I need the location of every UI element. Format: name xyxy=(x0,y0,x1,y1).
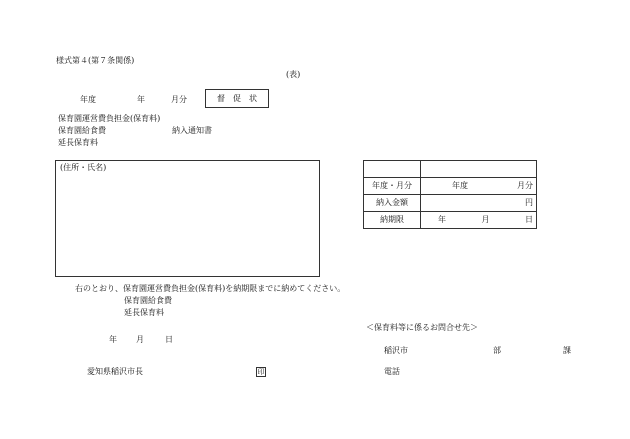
notice-line-1: 右のとおり、保育園運営費負担金(保育料)を納期限までに納めてください。 xyxy=(75,284,346,293)
document-title: 督 促 状 xyxy=(217,94,257,103)
contact-city: 稲沢市 xyxy=(384,346,408,355)
seal-mark: 印 xyxy=(257,368,265,376)
fee-line-3: 延長保育料 xyxy=(58,138,98,147)
title-box xyxy=(205,89,269,108)
date-day: 日 xyxy=(165,335,173,344)
amount-yen: 円 xyxy=(525,198,533,207)
contact-section: 課 xyxy=(563,346,571,355)
due-date-label: 納期限 xyxy=(364,212,421,229)
title-yr: 年 xyxy=(137,95,145,104)
year-month-month: 月分 xyxy=(517,181,533,190)
address-label: (住所・氏名) xyxy=(60,163,107,172)
address-box xyxy=(55,160,320,277)
year-month-year: 年度 xyxy=(452,181,468,190)
info-table xyxy=(363,160,537,229)
contact-phone: 電話 xyxy=(384,367,400,376)
due-year: 年 xyxy=(438,215,446,224)
table-row xyxy=(364,212,537,229)
year-month-label: 年度・月分 xyxy=(364,178,421,195)
due-month: 月 xyxy=(481,215,490,224)
table-row xyxy=(364,161,537,178)
table-row xyxy=(364,178,537,195)
amount-label: 納入金額 xyxy=(364,195,421,212)
contact-heading: ＜保育料等に係るお問合せ先＞ xyxy=(366,323,478,332)
form-number: 様式第４(第７条関係) xyxy=(56,56,135,65)
side-label: (表) xyxy=(286,70,301,79)
table-row xyxy=(364,195,537,212)
fee-line-1: 保育園運営費負担金(保育料) xyxy=(58,114,161,123)
due-day: 日 xyxy=(525,215,533,224)
issuer-name: 愛知県稲沢市長 xyxy=(87,367,143,376)
contact-dept: 部 xyxy=(493,346,501,355)
notice-of-payment: 納入通知書 xyxy=(172,126,212,135)
notice-line-3: 延長保育料 xyxy=(124,308,164,317)
date-year: 年 xyxy=(109,335,117,344)
title-month: 月分 xyxy=(171,95,187,104)
title-year: 年度 xyxy=(80,95,96,104)
notice-line-2: 保育園給食費 xyxy=(124,296,172,305)
fee-line-2: 保育園給食費 xyxy=(58,126,106,135)
date-month: 月 xyxy=(136,335,144,344)
